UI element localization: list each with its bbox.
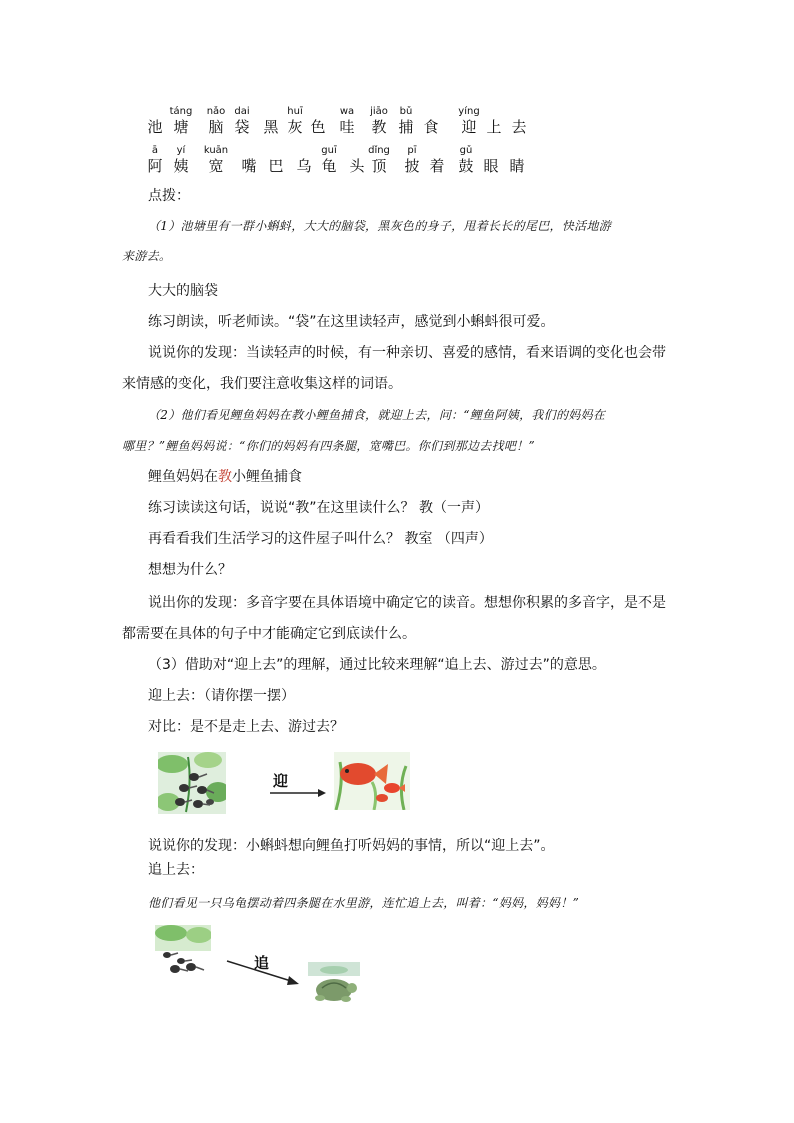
pinyin: yí bbox=[176, 145, 186, 156]
passage-1-line-1: （1）池塘里有一群小蝌蚪，大大的脑袋，黑灰色的身子，甩着长长的尾巴，快活地游 bbox=[148, 219, 612, 233]
hanzi: 教 bbox=[371, 118, 387, 136]
practice-2: 练习读读这句话，说说“教”在这里读什么？ 教（一声） bbox=[148, 500, 489, 516]
pinyin bbox=[506, 106, 532, 118]
turtle-illustration bbox=[308, 962, 360, 1004]
pinyin bbox=[263, 145, 289, 157]
pinyin bbox=[291, 145, 317, 157]
passage-4: 他们看见一只乌龟摆动着四条腿在水里游，连忙追上去，叫着：“妈妈，妈妈！” bbox=[148, 896, 580, 910]
hanzi: 袋 bbox=[234, 118, 250, 136]
vocab-row-2-char bbox=[236, 145, 262, 175]
pinyin bbox=[305, 106, 331, 118]
carp-illustration bbox=[334, 752, 410, 810]
vocab-row-1-char bbox=[142, 106, 168, 136]
pinyin bbox=[142, 106, 168, 118]
dadade-naodai: 大大的脑袋 bbox=[148, 283, 218, 299]
vocab-row-2-char bbox=[168, 145, 194, 175]
hanzi: 捕 bbox=[398, 118, 414, 136]
vocab-row-2-char bbox=[366, 145, 392, 175]
hanzi: 灰 bbox=[287, 118, 303, 136]
vocab-row-1-char bbox=[481, 106, 507, 136]
vocab-row-2-char bbox=[399, 145, 425, 175]
hanzi: 睛 bbox=[509, 157, 525, 175]
dianbo-label: 点拨： bbox=[148, 188, 190, 204]
hanzi: 乌 bbox=[296, 157, 312, 175]
pinyin bbox=[418, 106, 444, 118]
arrow-2-label: 追 bbox=[254, 954, 270, 972]
ying-shangqu: 迎上去：（请你摆一摆） bbox=[148, 688, 295, 704]
vocab-row-2-char bbox=[424, 145, 450, 175]
finding-1-a: 说说你的发现：当读轻声的时候，有一种亲切、喜爱的感情，看来语调的变化也会带 bbox=[148, 345, 666, 361]
hanzi: 黑 bbox=[263, 118, 279, 136]
vocab-row-1-char bbox=[506, 106, 532, 136]
vocab-row-1-char bbox=[305, 106, 331, 136]
hanzi: 宽 bbox=[208, 157, 224, 175]
hanzi: 上 bbox=[486, 118, 502, 136]
hanzi: 迎 bbox=[461, 118, 477, 136]
vocab-row-2-char bbox=[142, 145, 168, 175]
passage-1-line-2: 来游去。 bbox=[122, 249, 172, 263]
vocab-row-1-char bbox=[334, 106, 360, 136]
finding-3: 说说你的发现：小蝌蚪想向鲤鱼打听妈妈的事情，所以“迎上去”。 bbox=[148, 838, 555, 854]
vocab-row-2-char bbox=[504, 145, 530, 175]
vocab-row-1-char bbox=[258, 106, 284, 136]
vocab-row-2-char bbox=[291, 145, 317, 175]
classroom-question: 再看看我们生活学习的这件屋子叫什么？ 教室 （四声） bbox=[148, 531, 493, 547]
hanzi: 着 bbox=[429, 157, 445, 175]
hanzi: 脑 bbox=[208, 118, 224, 136]
hanzi: 去 bbox=[511, 118, 527, 136]
vocab-row-1-char bbox=[203, 106, 229, 136]
vocab-row-1-char bbox=[393, 106, 419, 136]
pinyin bbox=[424, 145, 450, 157]
hanzi: 塘 bbox=[173, 118, 189, 136]
vocab-row-2-char bbox=[316, 145, 342, 175]
arrow-1-icon bbox=[270, 787, 326, 799]
pinyin: jiāo bbox=[370, 106, 388, 117]
vocab-row-2-char bbox=[453, 145, 479, 175]
vocab-row-2-char bbox=[203, 145, 229, 175]
pinyin bbox=[504, 145, 530, 157]
pinyin: gǔ bbox=[459, 145, 473, 156]
pinyin: ā bbox=[151, 145, 159, 156]
finding-1-b: 来情感的变化，我们要注意收集这样的词语。 bbox=[122, 376, 402, 392]
vocab-row-1-char bbox=[456, 106, 482, 136]
hanzi: 池 bbox=[147, 118, 163, 136]
hanzi: 色 bbox=[310, 118, 326, 136]
pinyin bbox=[481, 106, 507, 118]
pinyin bbox=[236, 145, 262, 157]
hanzi: 顶 bbox=[371, 157, 387, 175]
pinyin: táng bbox=[169, 106, 193, 117]
zhui-shangqu: 追上去： bbox=[148, 862, 204, 878]
liyu-highlight: 教 bbox=[218, 469, 232, 485]
liyu-pre: 鲤鱼妈妈在 bbox=[148, 469, 218, 485]
vocab-row-1-char bbox=[366, 106, 392, 136]
arrow-2-icon bbox=[225, 957, 301, 987]
hanzi: 食 bbox=[423, 118, 439, 136]
tadpoles-illustration bbox=[158, 752, 226, 814]
vocab-row-2-char bbox=[478, 145, 504, 175]
hanzi: 龟 bbox=[321, 157, 337, 175]
pinyin: yíng bbox=[458, 106, 480, 117]
think-why: 想想为什么？ bbox=[148, 562, 232, 578]
pinyin: pī bbox=[407, 145, 417, 156]
passage-2-line-1: （2）他们看见鲤鱼妈妈在教小鲤鱼捕食，就迎上去，问：“鲤鱼阿姨，我们的妈妈在 bbox=[148, 408, 606, 422]
pinyin bbox=[258, 106, 284, 118]
arrow-1-label: 迎 bbox=[273, 772, 289, 790]
pinyin: bǔ bbox=[399, 106, 413, 117]
hanzi: 眼 bbox=[483, 157, 499, 175]
vocab-row-1-char bbox=[418, 106, 444, 136]
finding-2-b: 都需要在具体的句子中才能确定它到底读什么。 bbox=[122, 626, 416, 642]
pinyin: wa bbox=[339, 106, 355, 117]
question-3: （3）借助对“迎上去”的理解，通过比较来理解“追上去、游过去”的意思。 bbox=[148, 657, 606, 673]
hanzi: 阿 bbox=[147, 157, 163, 175]
hanzi: 哇 bbox=[339, 118, 355, 136]
vocab-row-1-char bbox=[229, 106, 255, 136]
liyu-sentence bbox=[148, 468, 302, 486]
pinyin bbox=[478, 145, 504, 157]
practice-1: 练习朗读，听老师读。“袋”在这里读轻声，感觉到小蝌蚪很可爱。 bbox=[148, 314, 555, 330]
pinyin: dai bbox=[234, 106, 250, 117]
vocab-row-2-char bbox=[263, 145, 289, 175]
hanzi: 鼓 bbox=[458, 157, 474, 175]
hanzi: 头 bbox=[349, 157, 365, 175]
vocab-row-1-char bbox=[168, 106, 194, 136]
hanzi: 姨 bbox=[173, 157, 189, 175]
hanzi: 巴 bbox=[268, 157, 284, 175]
passage-2-line-2: 哪里？”鲤鱼妈妈说：“你们的妈妈有四条腿，宽嘴巴。你们到那边去找吧！” bbox=[122, 439, 535, 453]
pinyin: guī bbox=[321, 145, 337, 156]
pinyin: huī bbox=[287, 106, 303, 117]
pinyin: kuān bbox=[203, 145, 229, 156]
liyu-post: 小鲤鱼捕食 bbox=[232, 469, 302, 485]
hanzi: 披 bbox=[404, 157, 420, 175]
hanzi: 嘴 bbox=[241, 157, 257, 175]
contrast: 对比：是不是走上去、游过去？ bbox=[148, 719, 344, 735]
pinyin: nǎo bbox=[206, 106, 226, 117]
finding-2-a: 说出你的发现：多音字要在具体语境中确定它的读音。想想你积累的多音字，是不是 bbox=[148, 595, 666, 611]
tadpoles-illustration-2 bbox=[155, 925, 211, 977]
pinyin: dǐng bbox=[368, 145, 390, 156]
